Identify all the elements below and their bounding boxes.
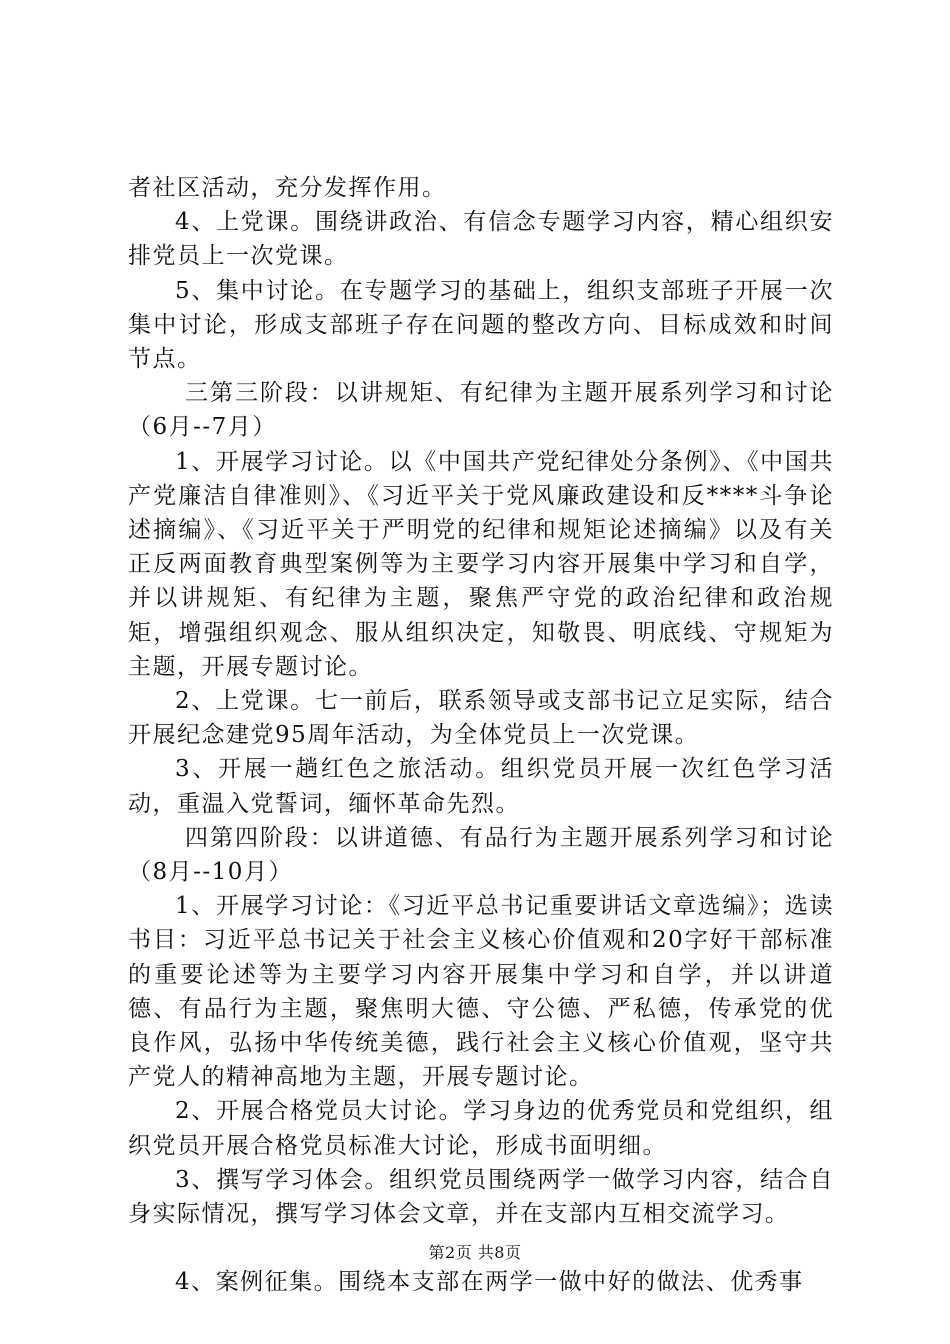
paragraph-stage-four-study: 1、开展学习讨论：《习近平总书记重要讲话文章选编》；选读书目：习近平总书记关于社会主义核心价值观和20字好干部标准的重要论述等为主要学习内容开展集中学习和自学，并以讲道德、有品行为主题，聚焦明大德、守公德、严私德，传承党的优良作风，弘扬中华传统美德，践行社会主义核心价值观，坚守共产党人的精神高地为主题，开展专题讨论。 bbox=[128, 893, 834, 1091]
section-heading-stage-four: 四第四阶段：以讲道德、有品行为主题开展系列学习和讨论（8月--10月） bbox=[128, 824, 834, 886]
paragraph-stage-three-study: 1、开展学习讨论。以《中国共产党纪律处分条例》、《中国共产党廉洁自律准则》、《习近平关于党风廉政建设和反****斗争论述摘编》、《习近平关于严明党的纪律和规矩论述摘编》以及有关正反两面教育典型案例等为主要学习内容开展集中学习和自学，并以讲规矩、有纪律为主题，聚焦严守党的政治纪律和政治规矩，增强组织观念、服从组织决定，知敬畏、明底线、守规矩为主题，开展专题讨论。 bbox=[128, 448, 834, 680]
paragraph-study-reflection: 3、撰写学习体会。组织党员围绕两学一做学习内容，结合自身实际情况，撰写学习体会文章，并在支部内互相交流学习。 bbox=[128, 1166, 834, 1228]
paragraph-party-lecture-1: 4、上党课。围绕讲政治、有信念专题学习内容，精心组织安排党员上一次党课。 bbox=[128, 209, 834, 270]
section-heading-stage-three: 三第三阶段：以讲规矩、有纪律为主题开展系列学习和讨论（6月--7月） bbox=[128, 380, 834, 441]
paragraph-continuation: 者社区活动，充分发挥作用。 bbox=[128, 175, 447, 201]
paragraph-case-collection: 4、案例征集。围绕本支部在两学一做中好的做法、优秀事 bbox=[175, 1269, 804, 1296]
paragraph-qualified-member-discussion: 2、开展合格党员大讨论。学习身边的优秀党员和党组织，组织党员开展合格党员标准大讨论，形成书面明细。 bbox=[128, 1098, 834, 1159]
page-number-footer: 第2页 共8页 bbox=[428, 1243, 522, 1262]
document-body bbox=[128, 171, 834, 1300]
paragraph-red-tour: 3、开展一趟红色之旅活动。组织党员开展一次红色学习活动，重温入党誓词，缅怀革命先烈。 bbox=[128, 756, 834, 817]
paragraph-group-discussion: 5、集中讨论。在专题学习的基础上，组织支部班子开展一次集中讨论，形成支部班子存在问题的整改方向、目标成效和时间节点。 bbox=[128, 277, 834, 373]
paragraph-party-lecture-2: 2、上党课。七一前后，联系领导或支部书记立足实际，结合开展纪念建党95周年活动，为全体党员上一次党课。 bbox=[128, 688, 834, 749]
